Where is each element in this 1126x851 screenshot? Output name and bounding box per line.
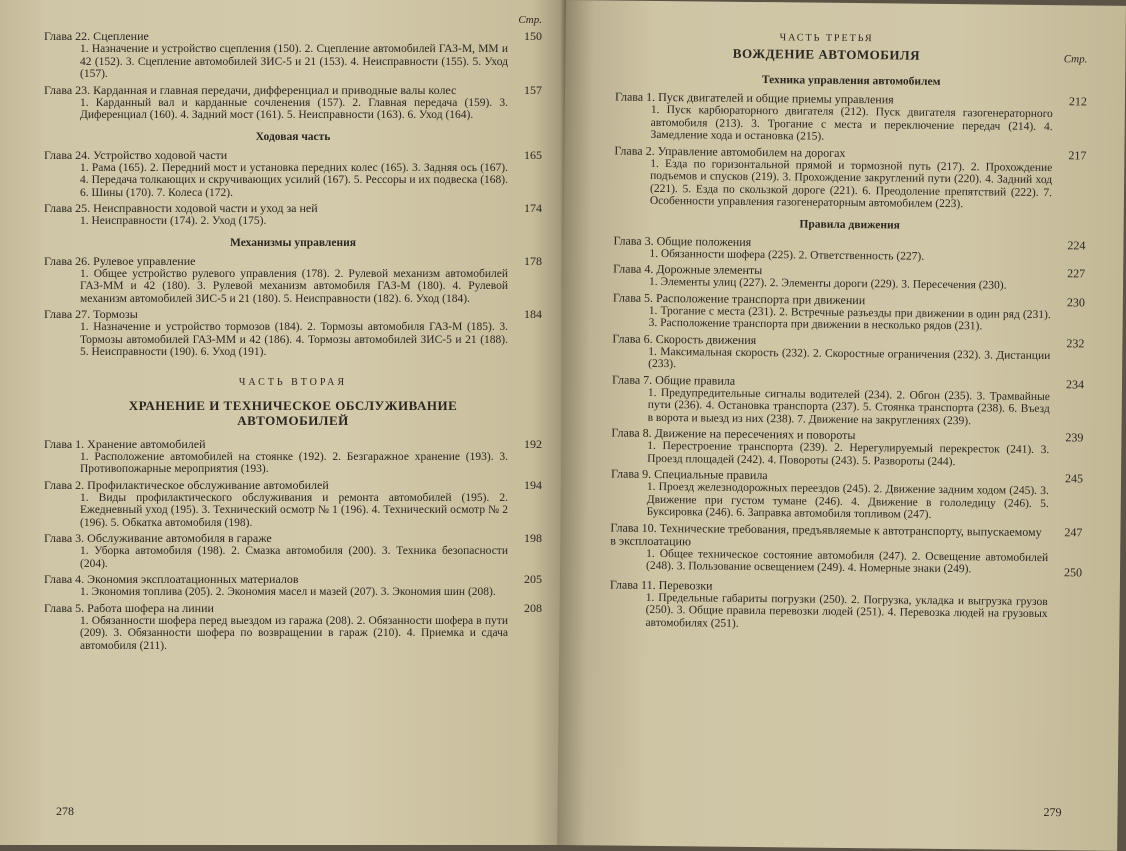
chapter-page-number: 247 <box>1048 526 1082 539</box>
toc-entry <box>613 291 1085 334</box>
chapter-page-number: 192 <box>508 438 542 451</box>
chapter-sections: 1. Трогание с места (231). 2. Встречные разъезды при движении в один ряд (231). 3. Расположение транспорта при движении в несколько рядов (231). <box>613 304 1051 334</box>
toc-entry <box>612 373 1085 428</box>
toc-entry <box>44 438 542 476</box>
chapter-page-number: 232 <box>1050 337 1084 350</box>
chapter-page-number: 150 <box>508 30 542 43</box>
chapter-sections: 1. Максимальная скорость (232). 2. Скоростные ограничения (232). 3. Дистанции (233). <box>612 345 1050 375</box>
chapter-title: Глава 5. Расположение транспорта при движении <box>613 291 1051 309</box>
toc-entry <box>44 308 542 359</box>
chapter-title: Глава 4. Экономия эксплоатационных материалов <box>44 573 508 586</box>
chapter-sections: 1. Виды профилактического обслуживания и ремонта автомобилей (195). 2. Ежедневный уход (195). 3. Технический осмотр № 1 (196). 4. Технический осмотр № 2 (196). 5. Обкатка автомобиля (198). <box>44 492 508 530</box>
toc-entry <box>611 467 1084 522</box>
chapter-sections: 1. Карданный вал и карданные сочленения (157). 2. Главная передача (159). 3. Диференциал (160). 4. Задний мост (161). 5. Неисправности (163). 6. Уход (164). <box>44 97 508 122</box>
chapter-sections: 1. Пуск карбюраторного двигателя (212). Пуск двигателя газогенераторного автомобиля (213). 3. Трогание с места и переключение передач (214). 4. Замедление хода и остановка (215). <box>615 104 1053 146</box>
chapter-title: Глава 10. Технические требования, предъявляемые к автотранспорту, выпускаемому в эксплоатацию <box>610 521 1048 552</box>
toc-entry <box>44 532 542 570</box>
chapter-page-number: 245 <box>1049 472 1083 485</box>
chapter-title: Глава 9. Специальные правила <box>611 467 1049 485</box>
chapter-title: Глава 11. Перевозки <box>610 578 1048 596</box>
toc-entry <box>615 91 1088 146</box>
chapter-title: Глава 2. Управление автомобилем на дорогах <box>614 144 1052 162</box>
chapter-page-number: 217 <box>1052 149 1086 162</box>
part-two-title-line-1: ХРАНЕНИЕ И ТЕХНИЧЕСКОЕ ОБСЛУЖИВАНИЕ <box>44 398 542 413</box>
toc-entry <box>44 479 542 530</box>
toc-entry <box>44 30 542 81</box>
toc-entry <box>613 234 1085 264</box>
chapter-page-number: 184 <box>508 308 542 321</box>
chapter-title: Глава 3. Обслуживание автомобиля в гараже <box>44 532 508 545</box>
part-two-title-line-2: АВТОМОБИЛЕЙ <box>44 413 542 428</box>
right-page <box>557 0 1126 851</box>
left-page <box>0 0 566 845</box>
chapter-sections: 1. Назначение и устройство сцепления (150). 2. Сцепление автомобилей ГАЗ-М, ММ и 42 (152). 3. Сцепление автомобилей ЗИС-5 и 21 (153). 4. Неисправности (155). 5. Уход (157). <box>44 43 508 81</box>
chapter-sections: 1. Уборка автомобиля (198). 2. Смазка автомобиля (200). 3. Техника безопасности (204). <box>44 545 508 570</box>
chapter-title: Глава 2. Профилактическое обслуживание автомобилей <box>44 479 508 492</box>
chapter-title: Глава 22. Сцепление <box>44 30 508 43</box>
chapter-page-number: 165 <box>508 149 542 162</box>
toc-entry <box>44 602 542 653</box>
toc-entry <box>611 427 1083 470</box>
chapter-page-number: 208 <box>508 602 542 615</box>
chapter-title: Глава 24. Устройство ходовой части <box>44 149 508 162</box>
chapter-title: Глава 5. Работа шофера на линии <box>44 602 508 615</box>
chapter-sections: 1. Неисправности (174). 2. Уход (175). <box>44 215 508 228</box>
toc-list-right-b <box>609 234 1085 633</box>
chapter-sections: 1. Предупредительные сигналы водителей (234). 2. Обгон (235). 3. Трамвайные пути (236). 4. Остановка транспорта (237). 5. Стоянка транспорта (238). 6. Въезд в ворота и выезд из них (238). 7. Движение на закруглениях (239). <box>612 386 1050 428</box>
toc-entry <box>44 84 542 122</box>
chapter-sections: 1. Расположение автомобилей на стоянке (192). 2. Безгаражное хранение (193). 3. Противопожарные мероприятия (193). <box>44 451 508 476</box>
toc-entry <box>614 144 1087 212</box>
chapter-page-number: 178 <box>508 255 542 268</box>
chapter-sections: 1. Предельные габариты погрузки (250). 2. Погрузка, укладка и выгрузка грузов (250). 3. Общие правила перевозки людей (251). 4. Перевозка людей на грузовых автомобилях (251). <box>609 591 1047 633</box>
toc-list-b <box>44 149 542 228</box>
part-two-heading <box>44 377 542 428</box>
chapter-page-number: 194 <box>508 479 542 492</box>
page-number-left: 278 <box>56 804 74 819</box>
chapter-page-number: 224 <box>1051 239 1085 252</box>
part-three-title: ВОЖДЕНИЕ АВТОМОБИЛЯ <box>615 45 1037 65</box>
chapter-title: Глава 1. Хранение автомобилей <box>44 438 508 451</box>
chapter-page-number: 198 <box>508 532 542 545</box>
chapter-page-number: 250 <box>1048 566 1082 579</box>
chapter-sections: 1. Назначение и устройство тормозов (184). 2. Тормозы автомобиля ГАЗ-М (185). 3. Тормозы автомобилей ГАЗ-ММ и 42 (186). 4. Тормозы автомобилей ЗИС-5 и 21 (188). 5. Неисправности (190). 6. Уход (191). <box>44 321 508 359</box>
toc-entry <box>44 573 542 599</box>
part-three-label: ЧАСТЬ ТРЕТЬЯ <box>616 31 1038 46</box>
chapter-sections: 1. Элементы улиц (227). 2. Элементы дороги (229). 3. Пересечения (230). <box>613 276 1051 293</box>
chapter-page-number: 234 <box>1050 378 1084 391</box>
chapter-title: Глава 25. Неисправности ходовой части и уход за ней <box>44 202 508 215</box>
toc-entry <box>44 255 542 306</box>
section-heading-rules: Правила движения <box>614 216 1086 233</box>
chapter-title: Глава 6. Скорость движения <box>612 332 1050 350</box>
chapter-title: Глава 23. Карданная и главная передачи, дифференциал и приводные валы колес <box>44 84 508 97</box>
page-column-label: Стр. <box>44 14 542 30</box>
chapter-sections: 1. Обязанности шофера (225). 2. Ответственность (227). <box>613 247 1051 264</box>
chapter-title: Глава 27. Тормозы <box>44 308 508 321</box>
toc-entry <box>609 578 1082 633</box>
chapter-sections: 1. Общее устройство рулевого управления (178). 2. Рулевой механизм автомобилей ГАЗ-ММ и 42 (180). 3. Рулевой механизм автомобиля ГАЗ-М (180). 4. Рулевой механизм автомобилей ЗИС-5 и 21 (180). 5. Неисправности (182). 6. Уход (184). <box>44 268 508 306</box>
toc-entry <box>612 332 1084 375</box>
toc-list-a <box>44 30 542 122</box>
toc-entry <box>610 521 1083 577</box>
chapter-page-number: 212 <box>1053 95 1087 108</box>
toc-list-c <box>44 255 542 359</box>
chapter-sections: 1. Езда по горизонтальной прямой и тормозной путь (217). 2. Прохождение подъемов и спусков (219). 3. Прохождение закруглений пути (220). 4. Задний ход (221). 5. Езда по скользкой дороге (221). 6. Преодоление препятствий (222). 7. Особенности управления газогенераторным автомобилем (223). <box>614 157 1052 212</box>
chapter-sections: 1. Проезд железнодорожных переездов (245). 2. Движение задним ходом (245). 3. Движение при густом тумане (246). 4. Движение в гололедицу (246). 5. Буксировка (246). 6. Заправка автомобиля топливом (247). <box>611 480 1049 522</box>
chapter-sections: 1. Общее техническое состояние автомобиля (247). 2. Освещение автомобилей (248). 3. Пользование освещением (249). 4. Номерные знаки (249). <box>610 547 1048 577</box>
chapter-title: Глава 3. Общие положения <box>613 234 1051 252</box>
toc-entry <box>44 149 542 200</box>
chapter-title: Глава 7. Общие правила <box>612 373 1050 391</box>
chapter-page-number: 174 <box>508 202 542 215</box>
section-heading-controls: Механизмы управления <box>44 237 542 249</box>
chapter-title: Глава 26. Рулевое управление <box>44 255 508 268</box>
page-column-label-right: Стр. <box>1064 53 1088 69</box>
chapter-title: Глава 4. Дорожные элементы <box>613 263 1051 281</box>
chapter-sections: 1. Экономия топлива (205). 2. Экономия масел и мазей (207). 3. Экономия шин (208). <box>44 586 508 599</box>
toc-entry <box>613 263 1085 293</box>
chapter-page-number: 239 <box>1049 431 1083 444</box>
chapter-page-number: 157 <box>508 84 542 97</box>
page-number-right: 279 <box>1043 805 1061 820</box>
part-three-heading <box>615 27 1087 76</box>
section-heading-running-gear: Ходовая часть <box>44 131 542 143</box>
toc-list-d <box>44 438 542 653</box>
chapter-title: Глава 1. Пуск двигателей и общие приемы управления <box>615 91 1053 109</box>
chapter-page-number: 227 <box>1051 267 1085 280</box>
section-heading-technique: Техника управления автомобилем <box>615 73 1087 90</box>
chapter-sections: 1. Обязанности шофера перед выездом из гаража (208). 2. Обязанности шофера в пути (209). 3. Обязанности шофера по возвращении в гараж (210). 4. Приемка и сдача автомобиля (211). <box>44 615 508 653</box>
chapter-sections: 1. Перестроение транспорта (239). 2. Нерегулируемый перекресток (241). 3. Проезд площадей (242). 4. Повороты (243). 5. Развороты (244). <box>611 439 1049 469</box>
chapter-page-number: 205 <box>508 573 542 586</box>
part-two-label: ЧАСТЬ ВТОРАЯ <box>44 377 542 388</box>
toc-list-right-a <box>614 91 1087 212</box>
chapter-page-number: 230 <box>1051 296 1085 309</box>
chapter-title: Глава 8. Движение на пересечениях и повороты <box>611 427 1049 445</box>
toc-entry <box>44 202 542 228</box>
chapter-sections: 1. Рама (165). 2. Передний мост и установка передних колес (165). 3. Задняя ось (167). 4. Передача толкающих и скручивающих усилий (167). 5. Рессоры и их подвеска (168). 6. Шины (170). 7. Колеса (172). <box>44 162 508 200</box>
